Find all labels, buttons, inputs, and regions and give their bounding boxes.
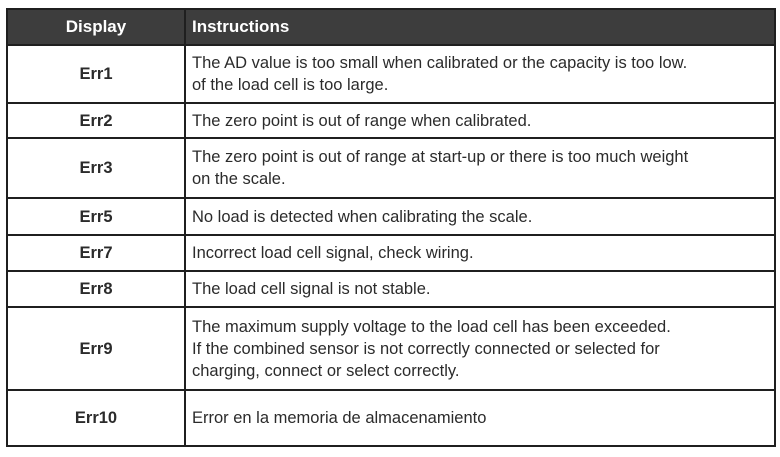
table-row	[7, 138, 775, 198]
instruction-line: No load is detected when calibrating the scale.	[192, 207, 533, 226]
table-row	[7, 271, 775, 307]
instruction-line: of the load cell is too large.	[192, 76, 389, 94]
error-instruction	[185, 271, 775, 307]
error-instruction	[185, 138, 775, 198]
table-row	[7, 103, 775, 138]
instruction-line: The load cell signal is not stable.	[192, 280, 431, 298]
instruction-line: The maximum supply voltage to the load cell has been exceeded.	[192, 317, 671, 336]
error-instruction	[185, 235, 775, 271]
error-code: Err10	[7, 390, 185, 446]
table-header-row	[7, 9, 775, 45]
instruction-line: Error en la memoria de almacenamiento	[192, 409, 487, 427]
instruction-line: The zero point is out of range at start-up or there is too much weight	[192, 148, 689, 166]
table-row	[7, 45, 775, 103]
error-instruction	[185, 198, 775, 235]
instruction-line: If the combined sensor is not correctly connected or selected for	[192, 339, 660, 358]
error-codes-table	[6, 8, 776, 447]
instruction-line: Incorrect load cell signal, check wiring.	[192, 244, 474, 262]
instruction-line: on the scale.	[192, 170, 286, 188]
table-row	[7, 307, 775, 390]
instruction-line: charging, connect or select correctly.	[192, 361, 460, 380]
display-column-header: Display	[7, 9, 185, 45]
instruction-line: The AD value is too small when calibrated or the capacity is too low.	[192, 54, 688, 72]
table-row	[7, 390, 775, 446]
error-code: Err7	[7, 235, 185, 271]
error-code: Err3	[7, 138, 185, 198]
error-instruction	[185, 103, 775, 138]
error-code: Err8	[7, 271, 185, 307]
instructions-column-header: Instructions	[185, 9, 775, 45]
error-code: Err2	[7, 103, 185, 138]
table-row	[7, 198, 775, 235]
error-instruction	[185, 45, 775, 103]
error-code: Err5	[7, 198, 185, 235]
error-instruction	[185, 390, 775, 446]
instruction-line: The zero point is out of range when calibrated.	[192, 111, 532, 130]
error-code: Err1	[7, 45, 185, 103]
error-code: Err9	[7, 307, 185, 390]
error-instruction	[185, 307, 775, 390]
table-row	[7, 235, 775, 271]
